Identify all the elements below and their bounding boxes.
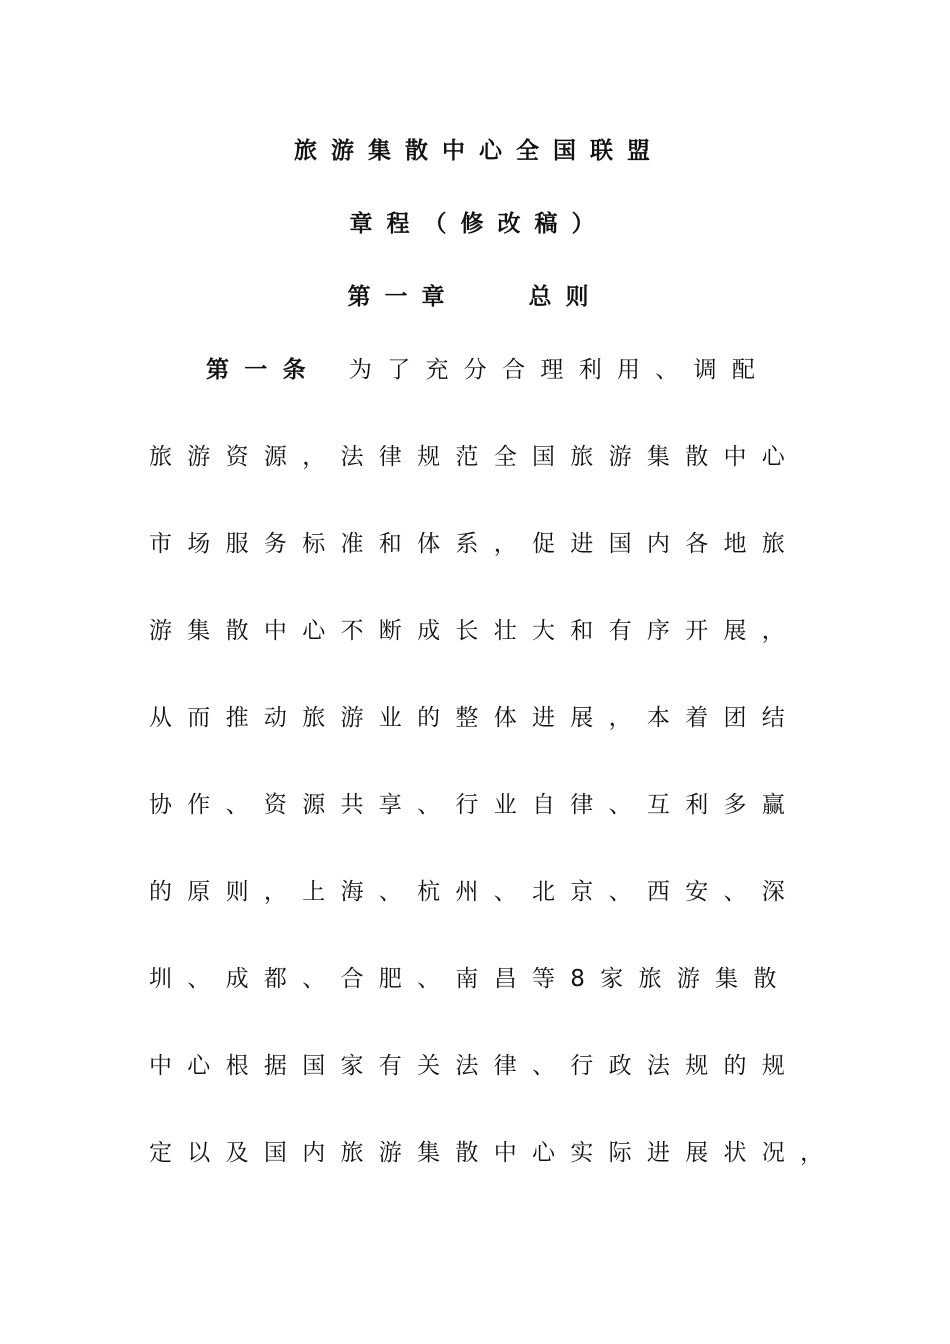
body-line: 为了充分合理利用、调配 (348, 357, 771, 383)
body-line: 从而推动旅游业的整体进展，本着团结 (149, 705, 801, 731)
chapter-label: 第一章 (347, 284, 459, 310)
body-line: 游集散中心不断成长壮大和有序开展， (149, 618, 801, 644)
body-line: 的原则，上海、杭州、北京、西安、深 (149, 879, 801, 905)
document-subtitle: 章程（修改稿） (349, 211, 609, 237)
body-line: 圳、成都、合肥、南昌等8家旅游集散 (149, 966, 792, 992)
chapter-heading (0, 282, 950, 312)
body-line: 旅游资源，法律规范全国旅游集散中心 (149, 444, 801, 470)
document-title: 旅游集散中心全国联盟 (294, 138, 664, 164)
article-first-line (206, 355, 770, 385)
body-line: 中心根据国家有关法律、行政法规的规 (149, 1053, 801, 1079)
body-line: 市场服务标准和体系，促进国内各地旅 (149, 531, 801, 557)
article-label: 第一条 (206, 357, 321, 383)
body-line: 协作、资源共享、行业自律、互利多赢 (149, 792, 801, 818)
chapter-title: 总则 (528, 284, 603, 310)
body-line: 定以及国内旅游集散中心实际进展状况， (149, 1140, 839, 1166)
